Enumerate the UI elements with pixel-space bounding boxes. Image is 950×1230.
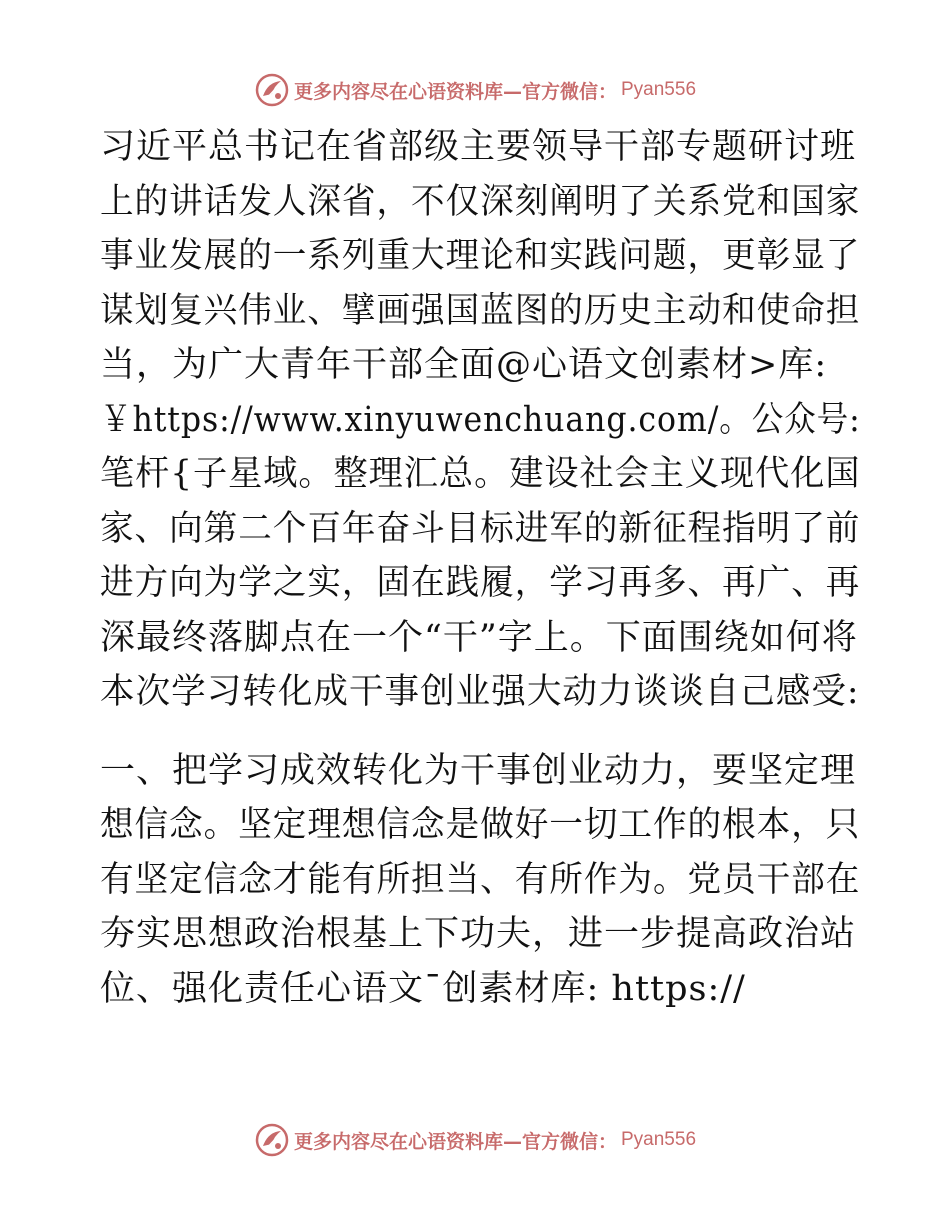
- text-line: 家、向第二个百年奋斗目标进军的新征程指明了前: [100, 508, 861, 549]
- text-line: ￥https://www.xinyuwenchuang.com/。公众号:: [100, 399, 861, 440]
- banner-wechat-handle: Pyan556: [621, 1129, 697, 1150]
- header-watermark-banner: [0, 70, 950, 110]
- text-line: 当，为广大青年干部全面@心语文创素材>库:: [100, 345, 828, 385]
- text-line: 笔杆{子星域。整理汇总。建设社会主义现代化国: [100, 454, 861, 494]
- text-line: 一、把学习成效转化为干事创业动力，要坚定理: [100, 750, 857, 791]
- paragraph: [100, 744, 860, 1017]
- banner-text: 更多内容尽在心语资料库—官方微信：: [293, 1130, 617, 1153]
- banner-text: 更多内容尽在心语资料库—官方微信：: [293, 80, 617, 103]
- text-line: 夯实思想政治根基上下功夫，进一步提高政治站: [100, 914, 857, 954]
- text-line: 谋划复兴伟业、擘画强国蓝图的历史主动和使命担: [100, 290, 861, 331]
- text-line: 习近平总书记在省部级主要领导干部专题研讨班: [100, 127, 857, 167]
- text-line: 本次学习转化成干事创业强大动力谈谈自己感受:: [100, 672, 860, 712]
- document-body: [100, 120, 860, 1016]
- xinyu-logo-icon: [254, 1122, 290, 1158]
- text-line: 想信念。坚定理想信念是做好一切工作的根本，只: [100, 805, 861, 845]
- footer-watermark-banner: [0, 1120, 950, 1160]
- paragraph-gap: [100, 720, 860, 744]
- xinyu-logo-icon: [254, 72, 290, 108]
- text-line: 位、强化责任心语文¯创素材库: https://: [100, 968, 746, 1009]
- text-line: 深最终落脚点在一个“干”字上。下面围绕如何将: [100, 617, 858, 658]
- text-line: 事业发展的一系列重大理论和实践问题，更彰显了: [100, 236, 861, 276]
- banner-wechat-handle: Pyan556: [621, 79, 697, 100]
- text-line: 上的讲话发人深省，不仅深刻阐明了关系党和国家: [100, 181, 861, 222]
- text-line: 有坚定信念才能有所担当、有所作为。党员干部在: [100, 859, 861, 900]
- paragraph: [100, 120, 860, 720]
- text-line: 进方向为学之实，固在践履，学习再多、再广、再: [100, 563, 861, 603]
